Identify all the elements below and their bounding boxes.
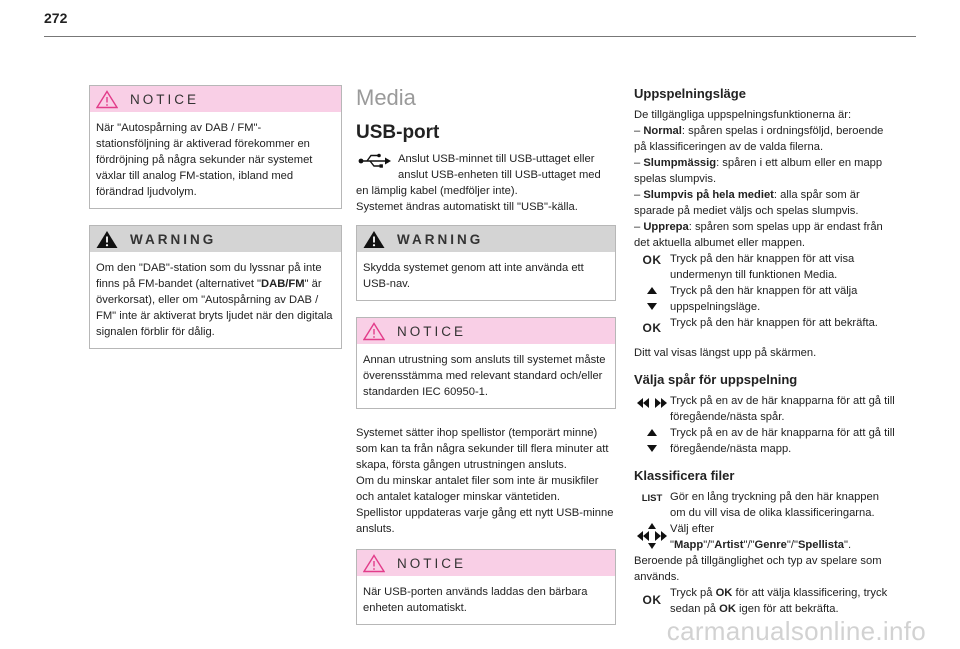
classify-option-genre: Genre xyxy=(754,539,787,551)
usb-title: USB-port xyxy=(356,122,440,143)
mode-desc: : spåren spelas i ordningsföljd, beroende på klassificeringen av de valda filerna. xyxy=(634,125,884,153)
warning-text: Skydda systemet genom att inte använda ett USB-nav. xyxy=(363,262,584,290)
usb-icon xyxy=(358,153,392,169)
playlist-text-2: Om du minskar antalet filer som inte är musikfiler och antalet kataloger minskar väntetiden. xyxy=(356,475,599,503)
mode-desc: : spåren i ett album eller en mapp spelas slumpvis. xyxy=(634,157,883,185)
notice-text: När USB-porten används laddas den bärbara enheten automatiskt. xyxy=(363,586,588,614)
quote: " xyxy=(670,539,674,551)
final-text-c: igen för att bekräfta. xyxy=(735,603,839,615)
usb-text xyxy=(356,151,616,215)
notice-title: NOTICE xyxy=(397,323,467,339)
classify-choose-label: Välj efter xyxy=(670,523,715,535)
warning-icon xyxy=(96,230,118,249)
warning-icon xyxy=(363,230,385,249)
notice-box xyxy=(89,85,342,209)
classify-availability-text: Beroende på tillgänglighet och typ av spelare som används. xyxy=(634,555,882,583)
notice-header xyxy=(357,318,615,344)
usb-text-main: Anslut USB-minnet till USB-uttaget eller anslut USB-enheten till USB-uttaget med en lämplig kabel (medföljer inte). xyxy=(356,153,601,197)
mode-name: Normal xyxy=(643,125,682,137)
mode-dash: – xyxy=(634,157,644,169)
warning-title: WARNING xyxy=(130,231,217,247)
mode-dash: – xyxy=(634,125,644,137)
notice-title: NOTICE xyxy=(397,555,467,571)
notice-icon xyxy=(96,90,118,109)
step-text: Tryck på den här knappen för att välja uppspelningsläge. xyxy=(670,285,858,313)
warning-title: WARNING xyxy=(397,231,484,247)
classify-list-step xyxy=(634,489,896,521)
separator: "/" xyxy=(743,539,755,551)
step-ok-confirm xyxy=(634,315,896,335)
four-way-arrows-icon xyxy=(636,522,668,550)
select-track-step xyxy=(634,393,896,425)
ok-button-icon: OK xyxy=(642,321,662,335)
playback-intro: De tillgängliga uppspelningsfunktionerna är: xyxy=(634,109,852,121)
final-ok-1: OK xyxy=(715,587,733,599)
media-title: Media xyxy=(356,85,416,110)
ok-button-icon: OK xyxy=(642,593,662,607)
select-folder-step xyxy=(634,425,896,457)
up-down-arrows-icon xyxy=(646,286,658,312)
step-text: Gör en lång tryckning på den här knappen om du vill visa de olika klassificeringarna. xyxy=(670,491,879,519)
classify-title: Klassificera filer xyxy=(634,468,735,483)
column-right xyxy=(634,85,896,617)
playlist-text-3: Spellistor uppdateras varje gång ett nytt USB-minne ansluts. xyxy=(356,507,614,535)
step-text: Tryck på den här knappen för att bekräfta. xyxy=(670,317,878,329)
mode-list xyxy=(634,123,896,251)
mode-dash: – xyxy=(634,189,644,201)
classify-ok-step xyxy=(634,585,896,617)
column-left xyxy=(89,85,342,365)
notice-header xyxy=(357,550,615,576)
step-text xyxy=(670,521,851,553)
notice-box-charging xyxy=(356,549,616,625)
step-text: Tryck på en av de här knapparna för att gå till föregående/nästa mapp. xyxy=(670,427,895,455)
separator: "/" xyxy=(786,539,798,551)
step-ok-submenu xyxy=(634,251,896,283)
playlist-text-1: Systemet sätter ihop spellistor (temporärt minne) som kan ta från några sekunder till flera minuter att skapa, första gången utrustningen ansluts. xyxy=(356,427,609,471)
select-track-title: Välja spår för uppspelning xyxy=(634,372,798,387)
choice-shown-text: Ditt val visas längst upp på skärmen. xyxy=(634,347,817,359)
classify-option-spellista: Spellista xyxy=(797,539,844,551)
final-ok-2: OK xyxy=(719,603,736,615)
step-updown-mode xyxy=(634,283,896,315)
notice-text: När "Autospårning av DAB / FM"-stationsföljning är aktiverad förekommer en fördröjning på några sekunder när systemet växlar till analog FM-station, ibland med förändrad ljudvolym. xyxy=(96,122,313,198)
notice-title: NOTICE xyxy=(130,91,200,107)
mode-name: Upprepa xyxy=(643,221,689,233)
ok-button-icon: OK xyxy=(642,253,662,267)
mode-dash: – xyxy=(634,221,644,233)
watermark: carmanualsonline.info xyxy=(666,616,926,646)
final-text-a: Tryck på xyxy=(670,587,716,599)
mode-desc: : alla spår som är sparade på mediet väljs och spelas slumpvis. xyxy=(634,189,860,217)
up-down-arrows-icon xyxy=(646,428,658,454)
page-number: 272 xyxy=(44,10,68,26)
notice-text: Annan utrustning som ansluts till systemet måste överensstämma med relevant standard och/eller standarden IEC 60950-1. xyxy=(363,354,606,398)
column-middle xyxy=(356,85,616,641)
notice-icon xyxy=(363,554,385,573)
warning-box xyxy=(89,225,342,349)
notice-icon xyxy=(363,322,385,341)
header-divider xyxy=(44,36,916,37)
warning-text-bold: DAB/FM xyxy=(261,278,305,290)
warning-text xyxy=(90,252,341,348)
warning-text-a: Om den "DAB"-station som du lyssnar på inte finns på FM-bandet (alternativet " xyxy=(96,262,322,290)
warning-header-usb xyxy=(357,226,615,252)
playlist-text xyxy=(356,425,616,537)
usb-text-2: Systemet ändras automatiskt till "USB"-källa. xyxy=(356,201,578,213)
notice-box-standard xyxy=(356,317,616,409)
mode-desc: : spåren som spelas upp är endast från det aktuella albumet eller mappen. xyxy=(634,221,883,249)
mode-name: Slumpmässig xyxy=(643,157,717,169)
classify-option-artist: Artist xyxy=(714,539,744,551)
warning-header xyxy=(90,226,341,252)
final-text-b: för att välja klassificering, tryck sedan på xyxy=(670,587,888,615)
warning-box-usb xyxy=(356,225,616,301)
classify-select-step xyxy=(634,521,896,553)
separator: "/" xyxy=(703,539,715,551)
step-text xyxy=(670,585,896,617)
quote-end: ". xyxy=(843,539,852,551)
step-text: Tryck på den här knappen för att visa undermenyn till funktionen Media. xyxy=(670,253,855,281)
prev-next-icon xyxy=(636,397,668,409)
warning-text-b: " är överkorsat), eller om "Autospårning av DAB / FM" inte är aktiverat bryts ljudet när den digitala signalen förblir för dålig. xyxy=(96,278,333,338)
notice-header xyxy=(90,86,341,112)
list-button-icon: LIST xyxy=(641,493,663,504)
classify-option-mapp: Mapp xyxy=(673,539,704,551)
mode-name: Slumpvis på hela mediet xyxy=(643,189,774,201)
step-text: Tryck på en av de här knapparna för att gå till föregående/nästa spår. xyxy=(670,395,895,423)
playback-title: Uppspelningsläge xyxy=(634,86,746,101)
